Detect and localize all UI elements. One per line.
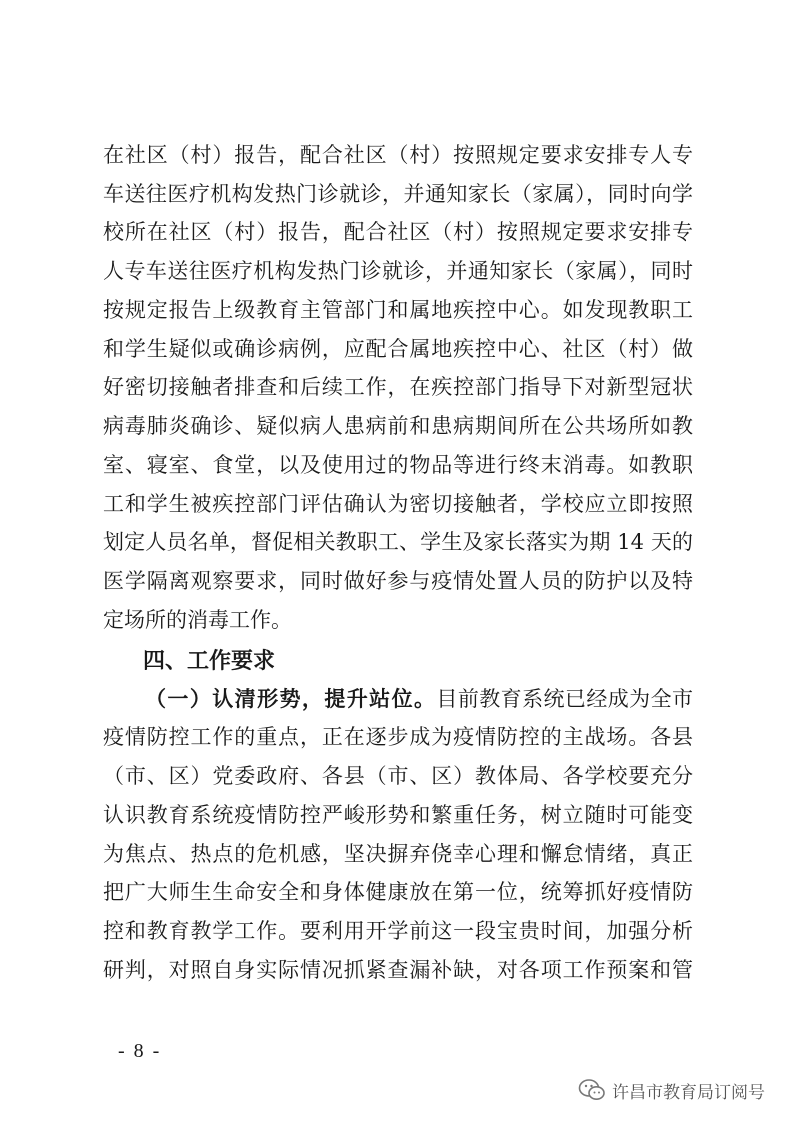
text-line: 好密切接触者排查和后续工作，在疾控部门指导下对新型冠状 xyxy=(103,375,693,399)
text-line: 校所在社区（村）报告，配合社区（村）按照规定要求安排专 xyxy=(103,220,693,244)
text-line: 在社区（村）报告，配合社区（村）按照规定要求安排专人专 xyxy=(103,143,693,167)
text-line: 人专车送往医疗机构发热门诊就诊，并通知家长（家属），同时 xyxy=(103,259,693,283)
subsection-first-line-text: 目前教育系统已经成为全市 xyxy=(436,687,694,711)
text-line: 按规定报告上级教育主管部门和属地疾控中心。如发现教职工 xyxy=(103,298,693,322)
page-number: - 8 - xyxy=(118,1040,162,1062)
wechat-icon xyxy=(578,1078,606,1102)
watermark-text: 许昌市教育局订阅号 xyxy=(612,1082,765,1103)
text-line: 工和学生被疾控部门评估确认为密切接触者，学校应立即按照 xyxy=(103,492,693,516)
text-line: 定场所的消毒工作。 xyxy=(103,608,292,632)
text-line: 和学生疑似或确诊病例，应配合属地疾控中心、社区（村）做 xyxy=(103,337,693,361)
text-line: （市、区）党委政府、各县（市、区）教体局、各学校要充分 xyxy=(103,764,693,788)
section-heading: 四、工作要求 xyxy=(143,649,276,674)
watermark xyxy=(578,1070,765,1110)
text-line: 室、寝室、食堂，以及使用过的物品等进行终末消毒。如教职 xyxy=(103,453,693,477)
text-line: 划定人员名单，督促相关教职工、学生及家长落实为期 14 天的 xyxy=(103,530,693,554)
subsection-heading: （一）认清形势，提升站位。 xyxy=(145,687,437,711)
text-line: 研判，对照自身实际情况抓紧查漏补缺，对各项工作预案和管 xyxy=(103,958,693,982)
text-line: 医学隔离观察要求，同时做好参与疫情处置人员的防护以及特 xyxy=(103,569,693,593)
text-line: 疫情防控工作的重点，正在逐步成为疫情防控的主战场。各县 xyxy=(103,725,693,749)
text-line: 病毒肺炎确诊、疑似病人患病前和患病期间所在公共场所如教 xyxy=(103,414,693,438)
text-line: 把广大师生生命安全和身体健康放在第一位，统筹抓好疫情防 xyxy=(103,880,693,904)
text-line: 车送往医疗机构发热门诊就诊，并通知家长（家属），同时向学 xyxy=(103,182,693,206)
subsection-first-line xyxy=(145,684,693,714)
text-line: 控和教育教学工作。要利用开学前这一段宝贵时间，加强分析 xyxy=(103,919,693,943)
text-line: 为焦点、热点的危机感，坚决摒弃侥幸心理和懈怠情绪，真正 xyxy=(103,842,693,866)
text-line: 认识教育系统疫情防控严峻形势和繁重任务，树立随时可能变 xyxy=(103,803,693,827)
